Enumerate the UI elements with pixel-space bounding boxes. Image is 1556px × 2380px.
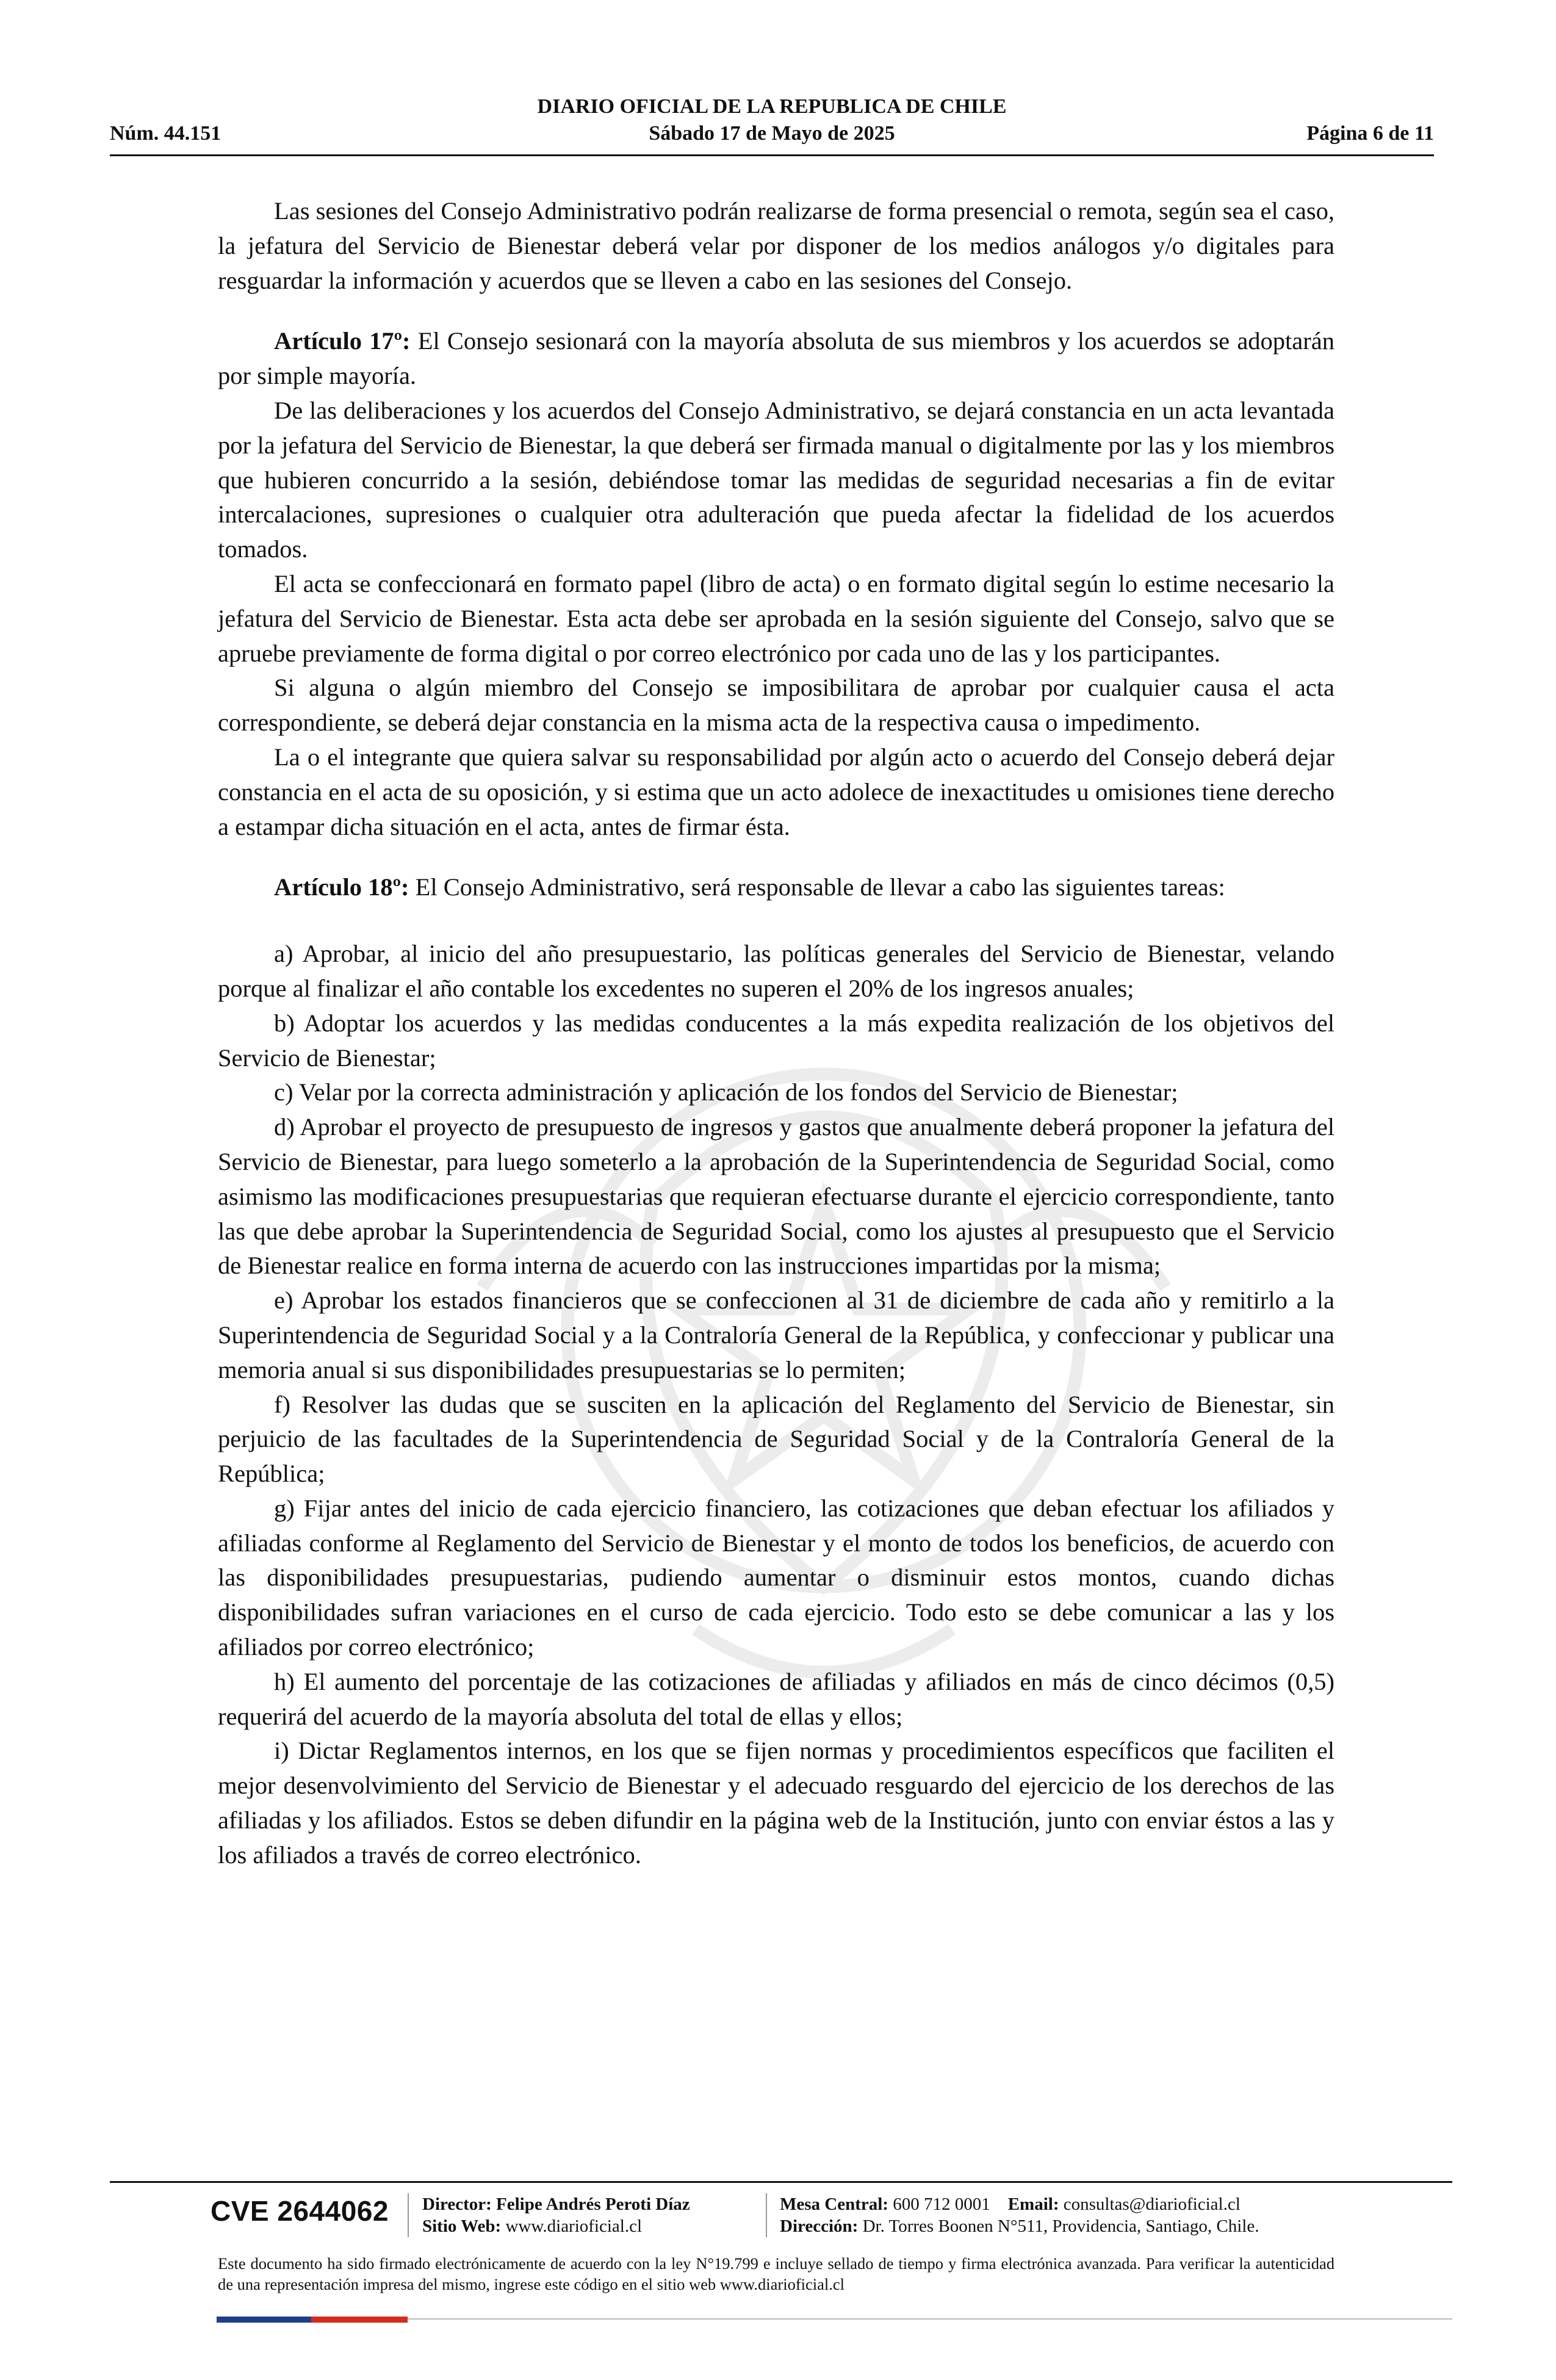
issue-date: Sábado 17 de Mayo de 2025 bbox=[649, 122, 895, 145]
address-label: Dirección: bbox=[780, 2216, 859, 2236]
list-item-g: g) Fijar antes del inicio de cada ejercicio financiero, las cotizaciones que deban efectuar los afiliados y afiliadas conforme al Reglamento del Servicio de Bienestar y el monto de todos los beneficios, de acuerdo con las disponibilidades presupuestarias, pudiendo aumentar o disminuir estos montos, cuando dichas disponibilidades sufran variaciones en el curso de cada ejercicio. Todo esto se debe comunicar a las y los afiliados por correo electrónico; bbox=[218, 1494, 1334, 1661]
list-item-c: c) Velar por la correcta administración y aplicación de los fondos del Servicio de Bienestar; bbox=[274, 1078, 1178, 1106]
document-body bbox=[218, 194, 1334, 1873]
paragraph-responsabilidad: La o el integrante que quiera salvar su responsabilidad por algún acto o acuerdo del Consejo deberá dejar constancia en el acta de su oposición, y si estima que un acto adolece de inexactitudes u omisiones tiene derecho a estampar dicha situación en el acta, antes de firmar ésta. bbox=[218, 743, 1334, 840]
footer-contact-block bbox=[780, 2193, 1259, 2237]
footer-divider bbox=[110, 2181, 1452, 2183]
list-item-e: e) Aprobar los estados financieros que se confeccionen al 31 de diciembre de cada año y remitirlo a la Superintendencia de Seguridad Social y a la Contraloría General de la República, y confeccionar y publicar una memoria anual si sus disponibilidades presupuestarias se lo permiten; bbox=[218, 1286, 1334, 1383]
paragraph-deliberaciones: De las deliberaciones y los acuerdos del Consejo Administrativo, se dejará constancia en un acta levantada por la jefatura del Servicio de Bienestar, la que deberá ser firmada manual o digitalmente por las y los miembros que hubieren concurrido a la sesión, debiéndose tomar las medidas de seguridad necesarias a fin de evitar intercalaciones, supresiones o cualquier otra adulteración que pueda afectar la fidelidad de los acuerdos tomados. bbox=[218, 396, 1334, 563]
paragraph-sesiones: Las sesiones del Consejo Administrativo podrán realizarse de forma presencial o remota, según sea el caso, la jefatura del Servicio de Bienestar deberá velar por disponer de los medios análogos y/o digitales para resguardar la información y acuerdos que se lleven a cabo en las sesiones del Consejo. bbox=[218, 197, 1334, 294]
article-18 bbox=[218, 870, 1334, 905]
list-item-h: h) El aumento del porcentaje de las cotizaciones de afiliadas y afiliados en más de cinco décimos (0,5) requerirá del acuerdo de la mayoría absoluta del total de ellas y ellos; bbox=[218, 1667, 1334, 1730]
website-label: Sitio Web: bbox=[422, 2216, 502, 2236]
header-divider bbox=[110, 154, 1434, 156]
email-label: Email: bbox=[1007, 2194, 1059, 2214]
list-item-i: i) Dictar Reglamentos internos, en los que se fijen normas y procedimientos específicos que faciliten el mejor desenvolvimiento del Servicio de Bienestar y el adecuado resguardo del ejercicio de los derechos de las afiliadas y los afiliados. Estos se deben difundir en la página web de la Institución, junto con enviar éstos a las y los afiliados a través de correo electrónico. bbox=[218, 1737, 1334, 1869]
mesa-central-value: 600 712 0001 bbox=[888, 2194, 990, 2214]
article-17-text: El Consejo sesionará con la mayoría absoluta de sus miembros y los acuerdos se adoptarán por simple mayoría. bbox=[218, 327, 1334, 390]
signature-notice: Este documento ha sido firmado electrónicamente de acuerdo con la ley N°19.799 e incluye sellado de tiempo y firma electrónica avanzada. Para verificar la autenticidad de una representación impresa del mismo, ingrese este código en el sitio web www.diarioficial.cl bbox=[218, 2254, 1334, 2293]
flag-stripe-blue bbox=[217, 2317, 311, 2323]
page-indicator: Página 6 de 11 bbox=[1306, 122, 1434, 145]
website-link[interactable]: www.diarioficial.cl bbox=[501, 2216, 643, 2236]
mesa-central-label: Mesa Central: bbox=[780, 2194, 888, 2214]
gazette-title: DIARIO OFICIAL DE LA REPUBLICA DE CHILE bbox=[537, 95, 1007, 118]
paragraph-imposibilidad: Si alguna o algún miembro del Consejo se imposibilitara de aprobar por cualquier causa el acta correspondiente, se deberá dejar constancia en la misma acta de la respectiva causa o impedimento. bbox=[218, 674, 1334, 737]
email-link[interactable]: consultas@diarioficial.cl bbox=[1059, 2194, 1241, 2214]
flag-stripe-red bbox=[311, 2317, 408, 2323]
article-17 bbox=[218, 324, 1334, 394]
article-18-label: Artículo 18º: bbox=[274, 873, 409, 901]
paragraph-acta-formato: El acta se confeccionará en formato papel (libro de acta) o en formato digital según lo estime necesario la jefatura del Servicio de Bienestar. Esta acta debe ser aprobada en la sesión siguiente del Consejo, salvo que se apruebe previamente de forma digital o por correo electrónico por cada uno de las y los participantes. bbox=[218, 569, 1334, 667]
list-item-a: a) Aprobar, al inicio del año presupuestario, las políticas generales del Servicio de Bienestar, velando porque al finalizar el año contable los excedentes no superen el 20% de los ingresos anuales; bbox=[218, 940, 1334, 1002]
footer-separator bbox=[408, 2193, 409, 2237]
article-18-text: El Consejo Administrativo, será responsable de llevar a cabo las siguientes tareas: bbox=[409, 873, 1225, 901]
list-item-f: f) Resolver las dudas que se susciten en la aplicación del Reglamento del Servicio de Bienestar, sin perjuicio de las facultades de la Superintendencia de Seguridad Social y de la Contraloría General de la República; bbox=[218, 1390, 1334, 1488]
director-label: Director: bbox=[422, 2194, 492, 2214]
footer-separator bbox=[766, 2193, 767, 2237]
list-item-d: d) Aprobar el proyecto de presupuesto de ingresos y gastos que anualmente deberá proponer la jefatura del Servicio de Bienestar, para luego someterlo a la aprobación de la Superintendencia de Seguridad Social, como asimismo las modificaciones presupuestarias que requieran efectuarse durante el ejercicio correspondiente, tanto las que debe aprobar la Superintendencia de Seguridad Social, como los ajustes al presupuesto que el Servicio de Bienestar realice en forma interna de acuerdo con las instrucciones impartidas por la misma; bbox=[218, 1113, 1334, 1280]
article-17-label: Artículo 17º: bbox=[274, 327, 411, 355]
director-name: Felipe Andrés Peroti Díaz bbox=[491, 2194, 690, 2214]
address-value: Dr. Torres Boonen N°511, Providencia, Santiago, Chile. bbox=[858, 2216, 1259, 2236]
cve-code: CVE 2644062 bbox=[211, 2195, 389, 2227]
issue-number: Núm. 44.151 bbox=[110, 122, 222, 145]
footer-director-block bbox=[422, 2193, 690, 2237]
list-item-b: b) Adoptar los acuerdos y las medidas conducentes a la más expedita realización de los objetivos del Servicio de Bienestar; bbox=[218, 1009, 1334, 1072]
flag-stripe-line bbox=[408, 2318, 1452, 2320]
page-header bbox=[110, 95, 1434, 156]
